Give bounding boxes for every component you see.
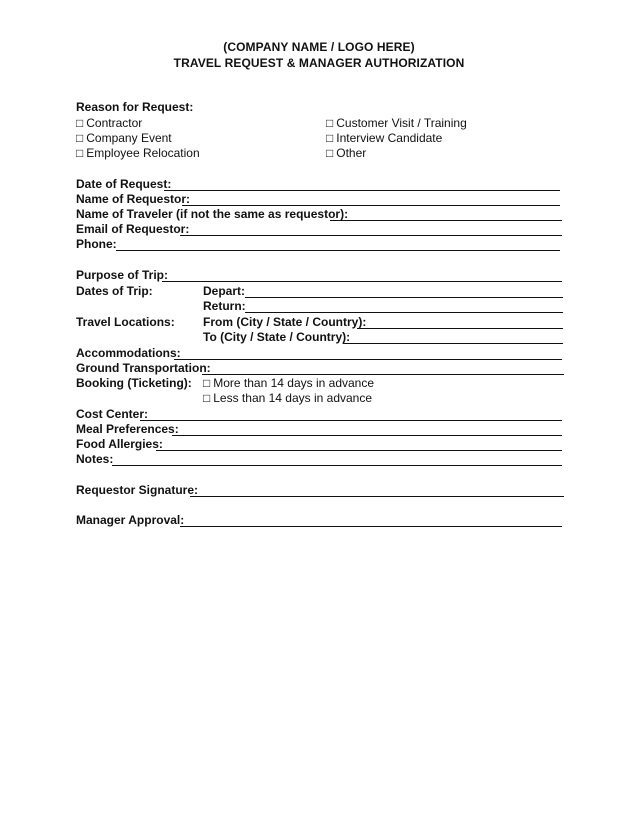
checkbox-icon[interactable]: □ bbox=[76, 131, 84, 145]
from-location-field[interactable] bbox=[357, 328, 563, 329]
name-of-traveler-label: Name of Traveler (if not the same as requestor): bbox=[76, 207, 349, 221]
email-of-requestor-row bbox=[76, 222, 562, 237]
checkbox-icon[interactable]: □ bbox=[326, 131, 334, 145]
cost-center-row bbox=[76, 407, 562, 422]
meal-preferences-row bbox=[76, 422, 562, 437]
manager-approval-row bbox=[76, 513, 562, 528]
phone-label: Phone: bbox=[76, 237, 117, 251]
purpose-of-trip-row bbox=[76, 268, 562, 283]
booking-label: Booking (Ticketing): bbox=[76, 376, 192, 390]
phone-field[interactable] bbox=[116, 250, 560, 251]
form-title: TRAVEL REQUEST & MANAGER AUTHORIZATION bbox=[173, 56, 465, 70]
checkbox-icon[interactable]: □ bbox=[76, 146, 84, 160]
checkbox-icon[interactable]: □ bbox=[203, 376, 211, 390]
food-allergies-row bbox=[76, 437, 562, 452]
ground-transportation-label: Ground Transportation: bbox=[76, 361, 211, 375]
option-other[interactable]: □ Other bbox=[326, 146, 367, 160]
cost-center-label: Cost Center: bbox=[76, 407, 149, 421]
ground-transportation-row bbox=[76, 361, 564, 376]
to-location-row bbox=[203, 330, 565, 345]
checkbox-icon[interactable]: □ bbox=[203, 391, 211, 405]
meal-preferences-field[interactable] bbox=[172, 435, 562, 436]
company-name-placeholder: (COMPANY NAME / LOGO HERE) bbox=[223, 40, 415, 54]
name-of-requestor-field[interactable] bbox=[182, 205, 560, 206]
return-row bbox=[203, 299, 565, 314]
depart-row bbox=[203, 284, 565, 299]
email-of-requestor-label: Email of Requestor: bbox=[76, 222, 190, 236]
option-customer-visit-training[interactable]: □ Customer Visit / Training bbox=[326, 116, 467, 130]
date-of-request-row bbox=[76, 177, 562, 192]
dates-of-trip-label: Dates of Trip: bbox=[76, 284, 153, 298]
dates-of-trip-row bbox=[76, 284, 196, 299]
accommodations-field[interactable] bbox=[174, 359, 562, 360]
travel-locations-label: Travel Locations: bbox=[76, 315, 175, 329]
phone-row bbox=[76, 237, 562, 252]
manager-approval-field[interactable] bbox=[180, 526, 562, 527]
checkbox-icon[interactable]: □ bbox=[326, 146, 334, 160]
notes-label: Notes: bbox=[76, 452, 114, 466]
food-allergies-field[interactable] bbox=[156, 450, 562, 451]
option-company-event[interactable]: □ Company Event bbox=[76, 131, 172, 145]
requestor-signature-field[interactable] bbox=[190, 496, 564, 497]
ground-transportation-field[interactable] bbox=[202, 374, 564, 375]
requestor-signature-label: Requestor Signature: bbox=[76, 483, 199, 497]
to-location-field[interactable] bbox=[343, 343, 563, 344]
option-less-than-14-days[interactable]: □ Less than 14 days in advance bbox=[203, 391, 373, 405]
depart-date-field[interactable] bbox=[245, 297, 563, 298]
notes-field[interactable] bbox=[112, 465, 562, 466]
name-of-traveler-row bbox=[76, 207, 562, 222]
meal-preferences-label: Meal Preferences: bbox=[76, 422, 179, 436]
checkbox-icon[interactable]: □ bbox=[326, 116, 334, 130]
booking-row bbox=[76, 376, 196, 391]
date-of-request-field[interactable] bbox=[164, 190, 560, 191]
manager-approval-label: Manager Approval: bbox=[76, 513, 185, 527]
purpose-of-trip-label: Purpose of Trip: bbox=[76, 268, 169, 282]
name-of-requestor-row bbox=[76, 192, 562, 207]
name-of-traveler-field[interactable] bbox=[330, 220, 562, 221]
checkbox-icon[interactable]: □ bbox=[76, 116, 84, 130]
reason-for-request-label: Reason for Request: bbox=[76, 100, 194, 114]
return-date-field[interactable] bbox=[245, 312, 563, 313]
requestor-signature-row bbox=[76, 483, 564, 498]
depart-label: Depart: bbox=[203, 284, 246, 298]
name-of-requestor-label: Name of Requestor: bbox=[76, 192, 191, 206]
return-label: Return: bbox=[203, 299, 246, 313]
email-of-requestor-field[interactable] bbox=[180, 235, 562, 236]
from-location-row bbox=[203, 315, 565, 330]
travel-locations-row bbox=[76, 315, 196, 330]
cost-center-field[interactable] bbox=[140, 420, 562, 421]
option-employee-relocation[interactable]: □ Employee Relocation bbox=[76, 146, 200, 160]
food-allergies-label: Food Allergies: bbox=[76, 437, 163, 451]
date-of-request-label: Date of Request: bbox=[76, 177, 172, 191]
to-location-label: To (City / State / Country): bbox=[203, 330, 351, 344]
accommodations-label: Accommodations: bbox=[76, 346, 181, 360]
option-more-than-14-days[interactable]: □ More than 14 days in advance bbox=[203, 376, 375, 390]
option-contractor[interactable]: □ Contractor bbox=[76, 116, 143, 130]
notes-row bbox=[76, 452, 562, 467]
purpose-of-trip-field[interactable] bbox=[162, 281, 562, 282]
accommodations-row bbox=[76, 346, 562, 361]
from-location-label: From (City / State / Country): bbox=[203, 315, 367, 329]
option-interview-candidate[interactable]: □ Interview Candidate bbox=[326, 131, 443, 145]
